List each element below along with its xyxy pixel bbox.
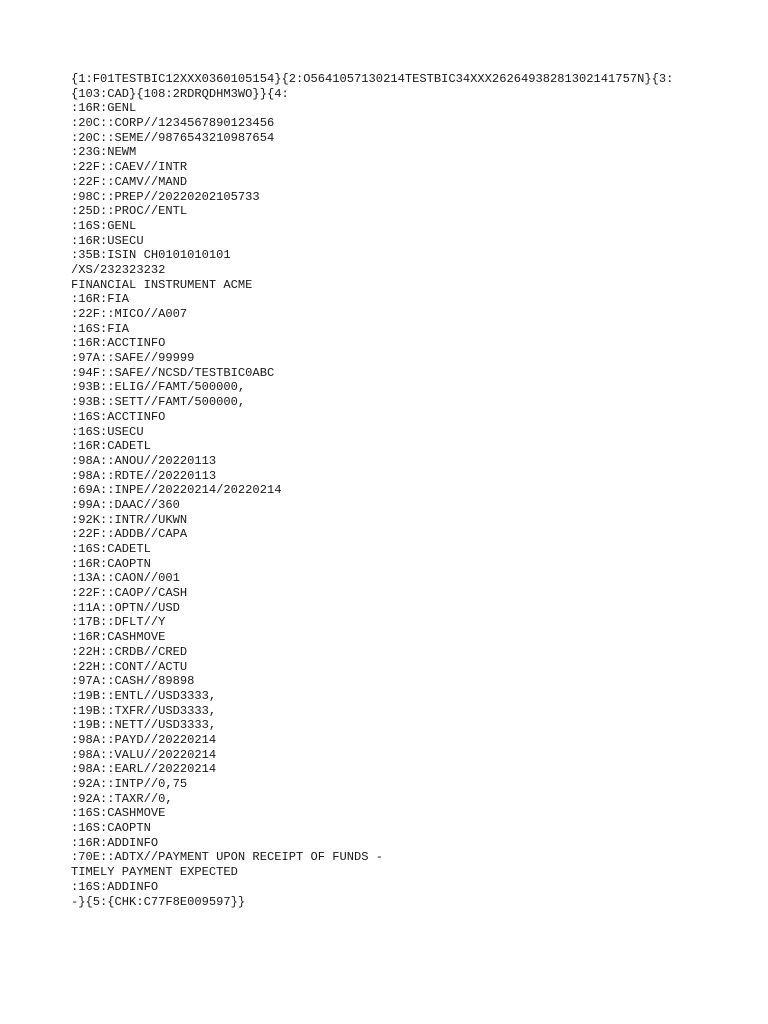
message-line: :98A::RDTE//20220113 (71, 468, 217, 483)
message-line: :16S:CAOPTN (71, 821, 151, 836)
message-line: :16S:ADDINFO (71, 879, 159, 894)
message-line: :22F::ADDB//CAPA (71, 527, 188, 542)
message-line: :16R:FIA (71, 292, 130, 307)
message-line: FINANCIAL INSTRUMENT ACME (71, 277, 253, 292)
message-line: :99A::DAAC//360 (71, 497, 180, 512)
message-line: :19B::TXFR//USD3333, (71, 703, 217, 718)
message-line: :16S:FIA (71, 321, 130, 336)
message-line: :35B:ISIN CH0101010101 (71, 248, 231, 263)
message-line: TIMELY PAYMENT EXPECTED (71, 865, 238, 880)
message-line: {103:CAD}{108:2RDRQDHM3WO}}{4: (71, 86, 289, 101)
message-line: :19B::NETT//USD3333, (71, 718, 217, 733)
message-line: :16R:GENL (71, 101, 137, 116)
message-line: :22F::CAMV//MAND (71, 174, 188, 189)
message-line: :92A::TAXR//0, (71, 791, 173, 806)
message-line: :16S:CADETL (71, 542, 151, 556)
message-line: :98A::VALU//20220214 (71, 747, 217, 762)
message-line: :19B::ENTL//USD3333, (71, 688, 217, 703)
message-line: :16R:USECU (71, 233, 144, 248)
message-line: :92K::INTR//UKWN (71, 512, 188, 527)
message-line: :98A::ANOU//20220113 (71, 453, 217, 468)
message-line: :11A::OPTN//USD (71, 600, 180, 615)
message-line: {1:F01TESTBIC12XXX0360105154}{2:O5641057130214TESTBIC34XXX26264938281302141757N}{3: (71, 72, 674, 86)
message-line: -}{5:{CHK:C77F8E009597}} (71, 894, 246, 909)
message-line: :16S:ACCTINFO (71, 409, 166, 424)
message-line: :22F::CAOP//CASH (71, 586, 188, 601)
message-line: :98A::PAYD//20220214 (71, 732, 217, 747)
message-line: :16R:ADDINFO (71, 835, 159, 850)
message-line: :22H::CRDB//CRED (71, 644, 188, 659)
message-line: :93B::SETT//FAMT/500000, (71, 395, 246, 410)
message-line: :17B::DFLT//Y (71, 615, 166, 630)
message-line: :93B::ELIG//FAMT/500000, (71, 380, 246, 395)
message-line: :94F::SAFE//NCSD/TESTBIC0ABC (71, 365, 275, 380)
message-line: :16R:ACCTINFO (71, 336, 166, 351)
message-line: :70E::ADTX//PAYMENT UPON RECEIPT OF FUNDS - (71, 850, 384, 865)
message-line: :16R:CADETL (71, 439, 151, 454)
message-line: :22F::CAEV//INTR (71, 160, 188, 175)
message-line: :98C::PREP//20220202105733 (71, 189, 260, 204)
message-line: :92A::INTP//0,75 (71, 777, 188, 791)
message-line: :97A::SAFE//99999 (71, 351, 195, 366)
message-line: :69A::INPE//20220214/20220214 (71, 483, 282, 498)
message-line: /XS/232323232 (71, 262, 166, 277)
message-line: :22F::MICO//A007 (71, 307, 188, 321)
message-line: :22H::CONT//ACTU (71, 659, 188, 674)
message-line: :98A::EARL//20220214 (71, 762, 217, 777)
message-line: :23G:NEWM (71, 145, 137, 160)
message-line: :25D::PROC//ENTL (71, 204, 188, 219)
message-line: :16S:GENL (71, 218, 137, 233)
message-line: :97A::CASH//89898 (71, 674, 195, 689)
message-line: :16R:CAOPTN (71, 556, 151, 571)
message-line: :13A::CAON//001 (71, 571, 180, 586)
message-line: :16R:CASHMOVE (71, 630, 166, 645)
message-line: :16S:USECU (71, 424, 144, 439)
message-line: :20C::SEME//9876543210987654 (71, 130, 275, 145)
swift-message-text (71, 72, 673, 909)
message-line: :20C::CORP//1234567890123456 (71, 116, 275, 131)
message-line: :16S:CASHMOVE (71, 806, 166, 821)
